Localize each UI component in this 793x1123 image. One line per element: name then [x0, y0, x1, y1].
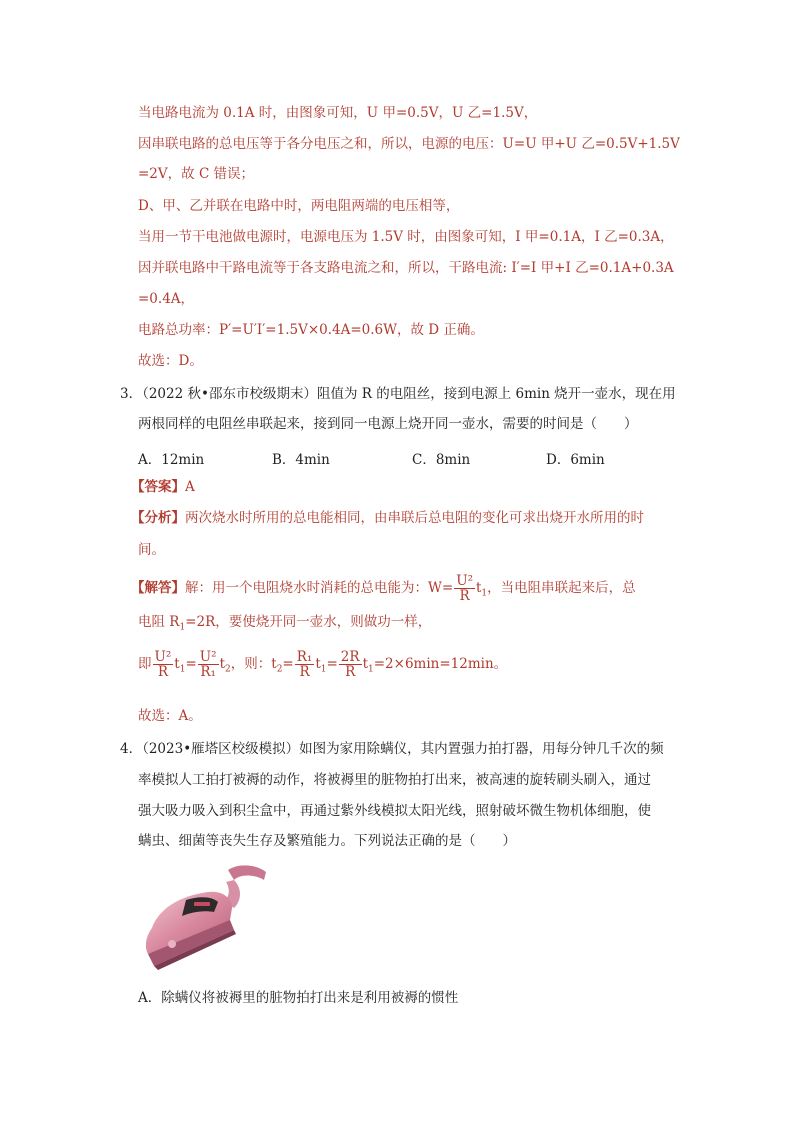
question-4-stem-3: 强大吸力吸入到积尘盒中，再通过紫外线模拟太阳光线，照射破坏微生物机体细胞，使 [138, 803, 651, 819]
solve-text-1a: 解：用一个电阻烧水时消耗的总电能为：W= [185, 580, 454, 596]
solve-t: t [362, 656, 368, 672]
solve-line-2 [138, 612, 431, 638]
solve-text-2b: =2R，要使烧开同一壶水，则做功一样， [185, 614, 432, 630]
option-c: C．8min [412, 452, 471, 468]
frac-num: 2R [340, 649, 360, 665]
frac-num: U² [456, 573, 473, 589]
solve-line-1 [131, 574, 636, 604]
question-4-stem-2: 率模拟人工拍打被褥的动作，将被褥里的脏物拍打出来，被高速的旋转刷头刷入，通过 [138, 772, 651, 788]
fraction-2r-r [339, 650, 362, 679]
solution-line-2: 因串联电路的总电压等于各分电压之和，所以，电源的电压：U=U 甲+U 乙=0.5V+1.5V [138, 136, 680, 152]
solve-text-2a: 电阻 R [138, 614, 180, 630]
equals: = [185, 656, 197, 672]
question-3-choice: 故选：A。 [138, 708, 202, 724]
fraction-u2-r1 [198, 650, 219, 679]
frac-den: R [157, 664, 168, 680]
sub-r1: 1 [179, 622, 186, 633]
solve-t: t [315, 656, 321, 672]
option-d: D．6min [546, 452, 605, 468]
solve-t: t [219, 656, 226, 672]
analysis-line-1 [131, 508, 644, 528]
solution-line-4: D、甲、乙并联在电路中时，两电阻两端的电压相等， [138, 198, 460, 214]
question-4-stem-4: 螨虫、细菌等丧失生存及繁殖能力。下列说法正确的是（ ） [138, 833, 516, 849]
solution-line-8: 电路总功率：P′=U′I′=1.5V×0.4A=0.6W，故 D 正确。 [138, 322, 484, 338]
solve-text-3a: 即 [138, 656, 152, 672]
frac-den: R [459, 588, 470, 604]
analysis-text-1: 两次烧水时所用的总电能相同，由串联后总电阻的变化可求出烧开水所用的时 [185, 510, 644, 526]
solution-line-1: 当电路电流为 0.1A 时，由图象可知，U 甲=0.5V，U 乙=1.5V， [138, 105, 538, 121]
frac-num: U² [199, 649, 217, 665]
sub-2: 2 [276, 664, 283, 675]
fraction-u2-r [153, 650, 174, 679]
equals: = [326, 656, 338, 672]
analysis-tag: 【分析】 [131, 510, 185, 526]
sub-2: 2 [225, 664, 231, 675]
solution-line-7: =0.4A， [138, 291, 195, 307]
solve-text-3e: ，则：t [230, 656, 277, 672]
solve-line-3 [138, 650, 507, 680]
equals: = [282, 656, 294, 672]
option-b: B．4min [272, 452, 330, 468]
solution-line-3: =2V，故 C 错误； [138, 166, 255, 182]
solve-t: t [475, 580, 482, 596]
answer-line [131, 477, 195, 497]
sub-1: 1 [368, 664, 374, 675]
solve-t: t [174, 656, 180, 672]
solve-tag: 【解答】 [131, 580, 185, 596]
frac-num: U² [154, 649, 172, 665]
question-4-stem-1: 4．（2023•雁塔区校级模拟）如图为家用除螨仪，其内置强力拍打器，用每分钟几千次的频 [120, 741, 664, 757]
question-3-stem-2: 两根同样的电阻丝串联起来，接到同一电源上烧开同一壶水，需要的时间是（ ） [138, 416, 638, 432]
answer-value: A [185, 479, 195, 495]
fraction-u2-over-r [454, 574, 475, 603]
solve-text-3j: =2×6min=12min。 [373, 656, 508, 672]
solution-choice: 故选：D。 [138, 353, 203, 369]
sub-1: 1 [481, 588, 488, 599]
sub-1: 1 [179, 664, 186, 675]
solution-line-5: 当用一节干电池做电源时，电源电压为 1.5V 时，由图象可知，I 甲=0.1A，I 乙=0.3A， [138, 229, 674, 245]
frac-den: R₁ [200, 664, 216, 680]
frac-num: R₁ [296, 649, 313, 665]
fraction-r1-r [295, 650, 315, 679]
sub-1: 1 [320, 664, 327, 675]
analysis-line-2: 间。 [138, 542, 165, 558]
solution-line-6: 因并联电路中干路电流等于各支路电流之和，所以，干路电流: I′=I 甲+I 乙=0.1A+0.3A [138, 260, 674, 276]
answer-tag: 【答案】 [131, 479, 185, 495]
option-a: A．12min [138, 452, 205, 468]
question-4-option-a: A．除螨仪将被褥里的脏物拍打出来是利用被褥的惯性 [138, 990, 459, 1006]
mite-vacuum-image [138, 858, 273, 973]
solve-text-1c: ，当电阻串联起来后，总 [487, 580, 636, 596]
frac-den: R [345, 664, 356, 680]
frac-den: R [299, 664, 310, 680]
question-3-stem-1: 3．（2022 秋•邵东市校级期末）阻值为 R 的电阻丝，接到电源上 6min 烧开一壶水，现在用 [120, 386, 676, 402]
